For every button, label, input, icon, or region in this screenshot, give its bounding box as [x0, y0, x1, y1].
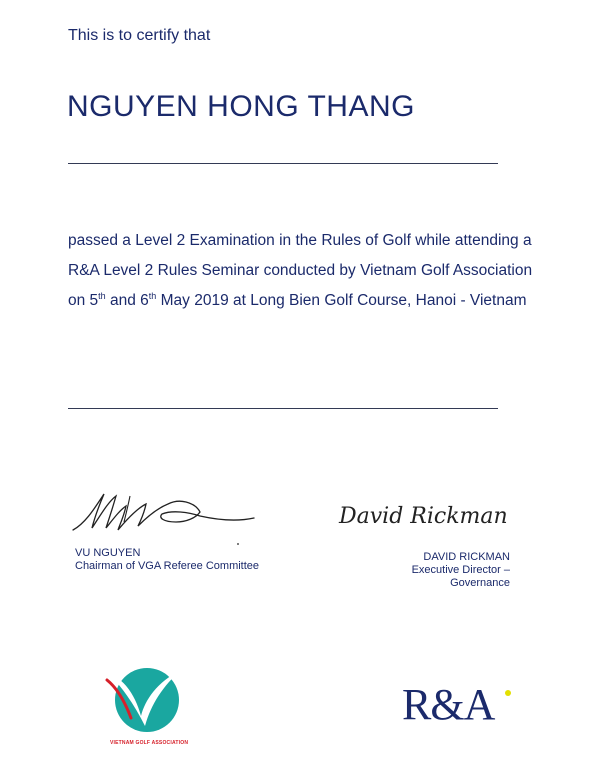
ink-dot [237, 543, 239, 545]
signature-text: David Rickman [339, 504, 508, 529]
ra-logo-dot [505, 690, 511, 696]
certificate-body: passed a Level 2 Examination in the Rules of Golf while attending a R&A Level 2 Rules Seminar conducted by Vietnam Golf Association on 5th and 6th May 2019 at Long Bien Golf Course, Hanoi - Vietnam [68, 232, 533, 309]
signer-left-name: VU NGUYEN [75, 547, 141, 559]
divider-bottom [68, 408, 498, 409]
vga-name: VIETNAM GOLF ASSOCIATION [110, 740, 189, 746]
ra-logo: R&A [402, 680, 495, 729]
divider-top [68, 163, 498, 164]
signer-right-name: DAVID RICKMAN [423, 551, 510, 563]
signer-right [350, 551, 510, 590]
vga-logo [105, 660, 185, 736]
vu-nguyen-signature [68, 488, 258, 538]
recipient-name: NGUYEN HONG THANG [67, 90, 415, 123]
signer-right-title: Executive Director – Governance [411, 564, 510, 589]
david-rickman-signature [335, 495, 515, 535]
certify-intro: This is to certify that [68, 27, 211, 44]
signer-left-title: Chairman of VGA Referee Committee [75, 560, 260, 572]
signer-left [75, 547, 259, 573]
